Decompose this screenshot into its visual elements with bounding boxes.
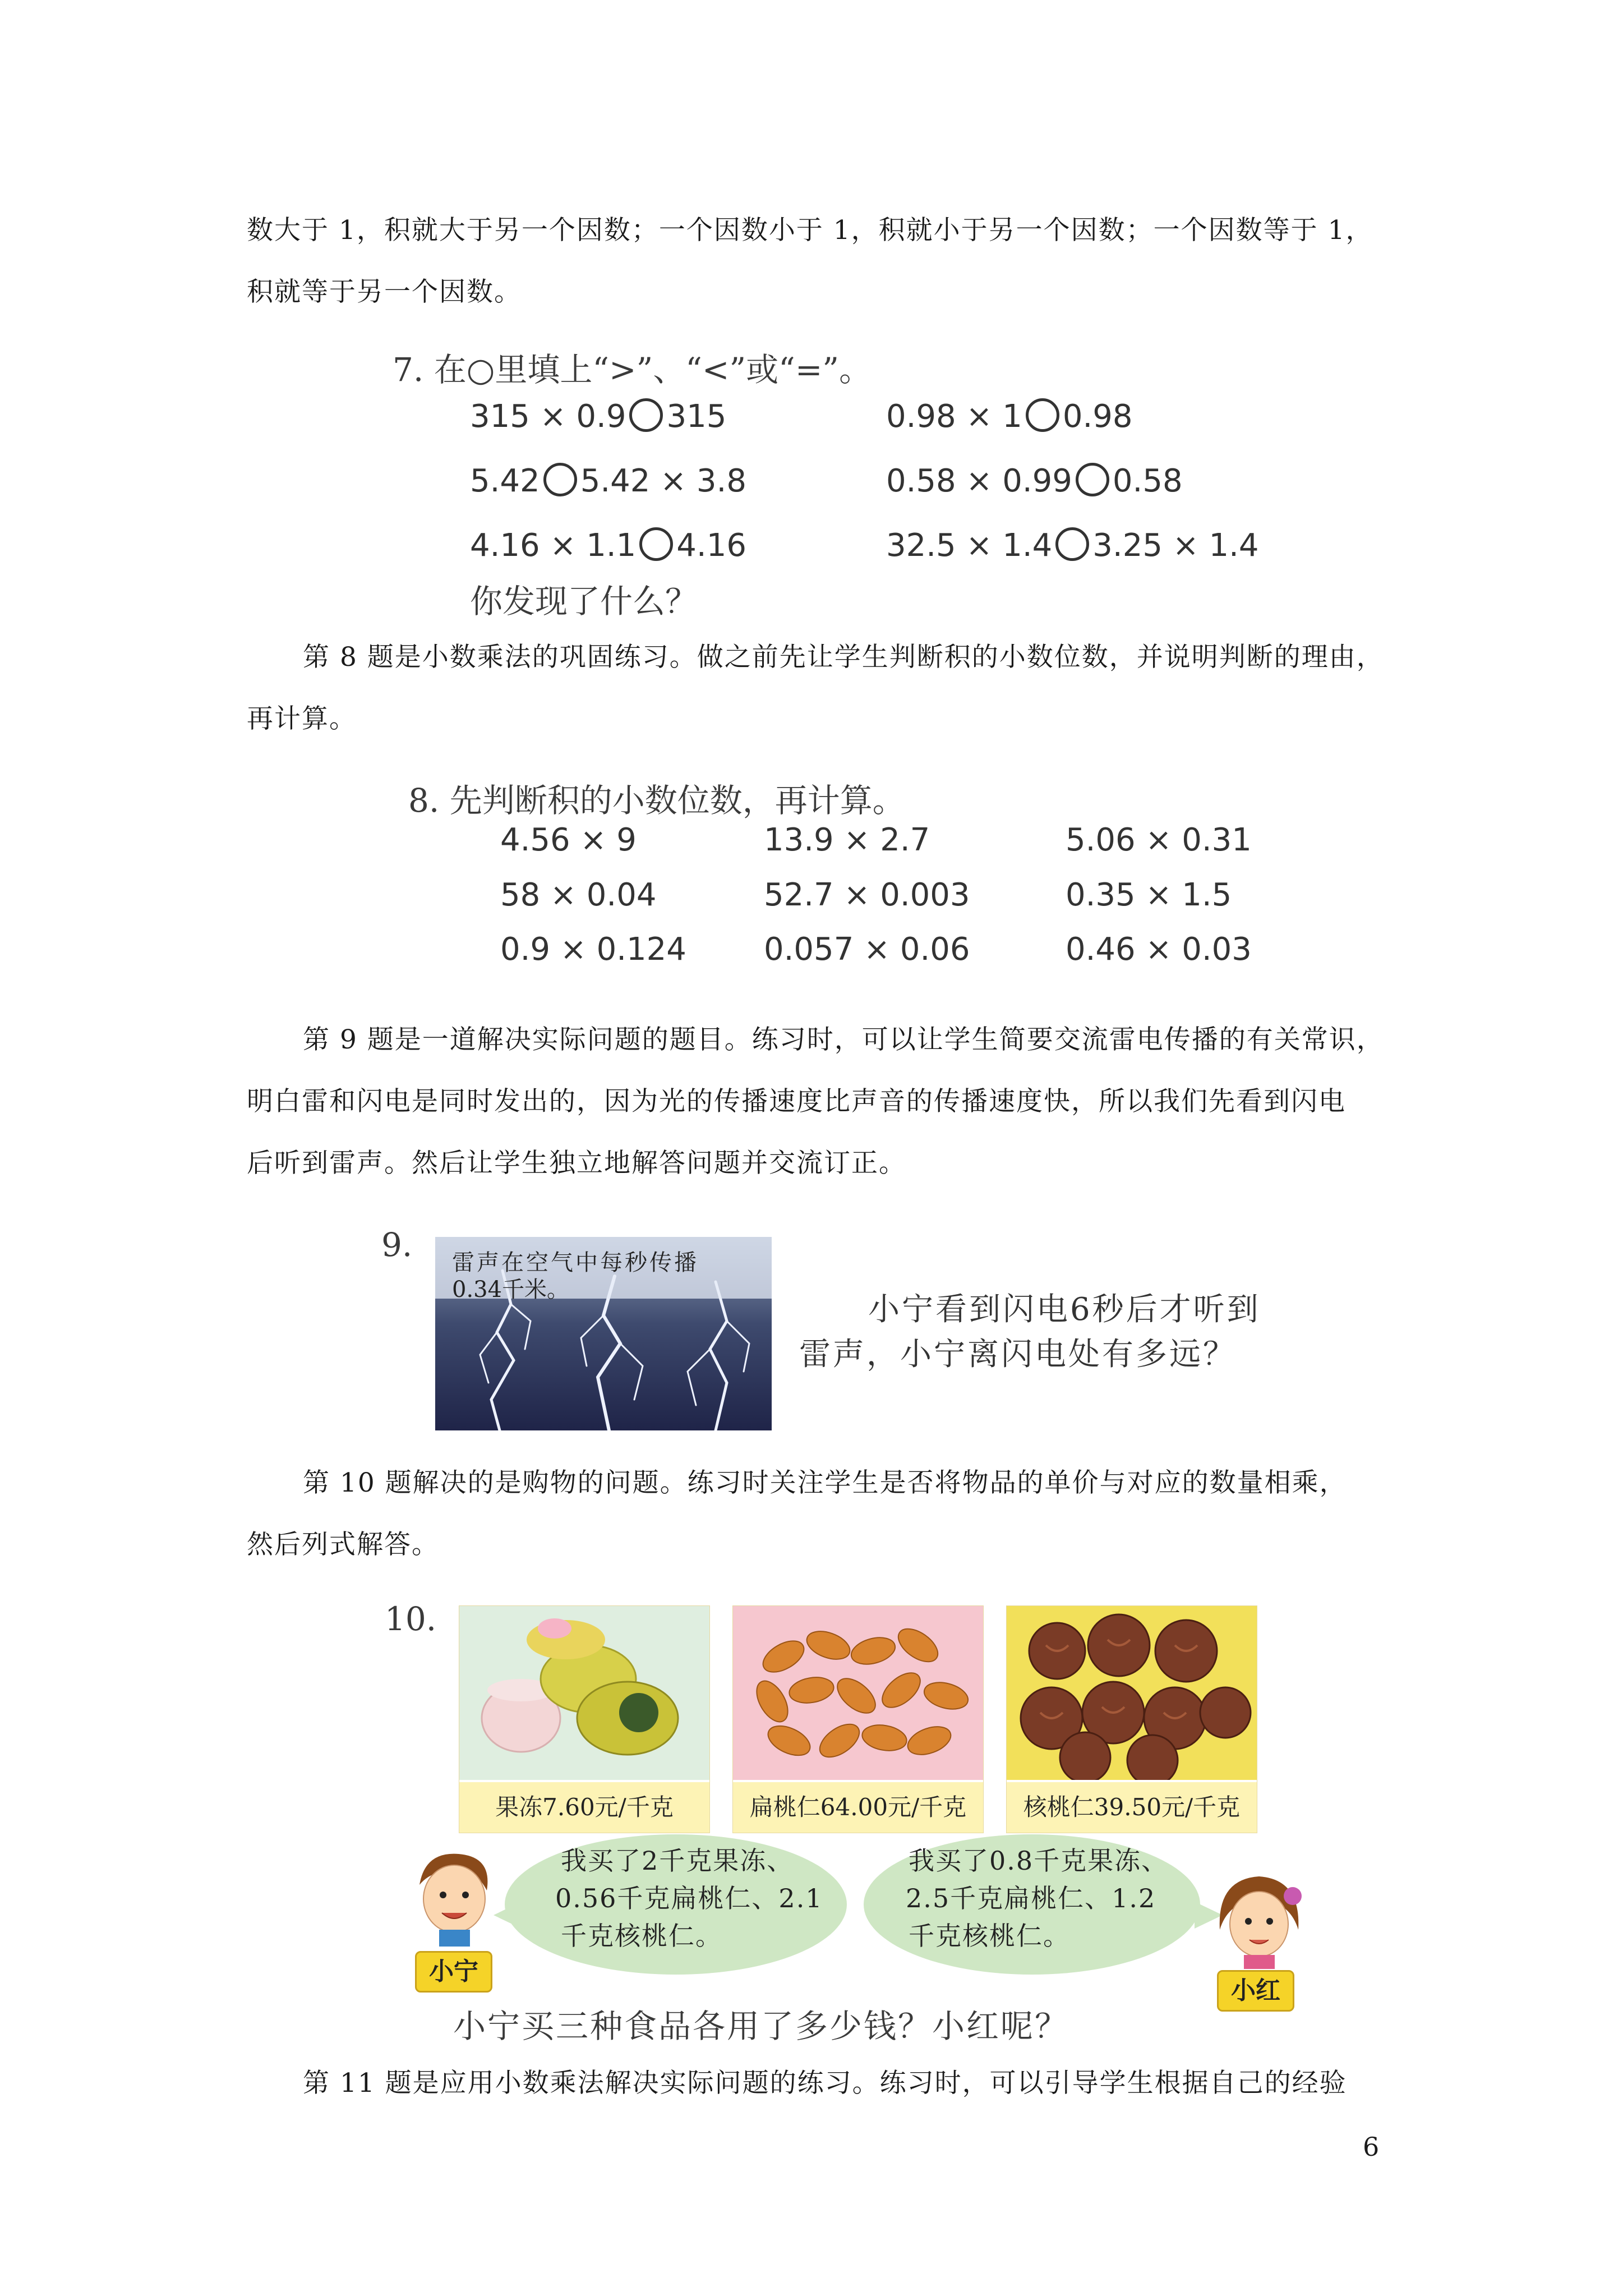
bubble-line: 0.56千克扁桃仁、2.1: [555, 1883, 823, 1913]
ex7-item: 5.42 5.42 × 3.8: [470, 463, 746, 499]
answer-circle-icon[interactable]: [639, 527, 673, 561]
food-price-label: 扁桃仁64.00元/千克: [733, 1782, 983, 1833]
answer-circle-icon[interactable]: [543, 463, 577, 496]
paragraph-line: 第 11 题是应用小数乘法解决实际问题的练习。练习时，可以引导学生根据自己的经验: [303, 2068, 1347, 2099]
speech-bubble-tail-left: [494, 1902, 522, 1929]
walnuts-icon: [1007, 1606, 1257, 1780]
walnuts-image: [1007, 1606, 1257, 1780]
boy-face-icon: [408, 1846, 498, 1947]
ex8-item: 58 × 0.04: [500, 877, 657, 913]
paragraph-line: 积就等于另一个因数。: [247, 277, 522, 307]
answer-circle-icon[interactable]: [629, 398, 663, 432]
ex7-item: 32.5 × 1.4 3.25 × 1.4: [886, 527, 1259, 564]
food-card-jelly: [459, 1605, 710, 1833]
paragraph-line: 第 8 题是小数乘法的巩固练习。做之前先让学生判断积的小数位数，并说明判断的理由，: [303, 642, 1384, 673]
food-card-almonds: [732, 1605, 984, 1833]
jelly-image: [459, 1606, 709, 1780]
ex8-item: 13.9 × 2.7: [764, 822, 930, 858]
exercise-7-title: 7. 在○里填上“>”、“<”或“=”。: [393, 351, 872, 389]
exercise-9-question-line: 小宁看到闪电6秒后才听到: [868, 1291, 1261, 1328]
paragraph-line: 第 10 题解决的是购物的问题。练习时关注学生是否将物品的单价与对应的数量相乘，: [303, 1467, 1347, 1498]
paragraph-line: 数大于 1，积就大于另一个因数；一个因数小于 1，积就小于另一个因数；一个因数等于 1，: [247, 215, 1373, 246]
food-price-label: 果冻7.60元/千克: [459, 1782, 709, 1833]
ex8-item: 0.057 × 0.06: [764, 931, 970, 968]
paragraph-line: 然后列式解答。: [247, 1529, 439, 1560]
jelly-cups-icon: [459, 1606, 709, 1780]
exercise-7-question: 你发现了什么？: [470, 582, 698, 620]
ex7-item: 0.58 × 0.99 0.58: [886, 463, 1183, 499]
exercise-9-question-line: 雷声，小宁离闪电处有多远？: [799, 1336, 1237, 1373]
image-caption-line: 0.34千米。: [452, 1277, 570, 1303]
almonds-image: [733, 1606, 983, 1780]
answer-circle-icon[interactable]: [1055, 527, 1089, 561]
paragraph-line: 明白雷和闪电是同时发出的，因为光的传播速度比声音的传播速度快，所以我们先看到闪电: [247, 1086, 1346, 1117]
food-price-label: 核桃仁39.50元/千克: [1007, 1782, 1257, 1833]
answer-circle-icon[interactable]: [1076, 463, 1109, 496]
ex8-item: 52.7 × 0.003: [764, 877, 970, 913]
lightning-image: [435, 1237, 772, 1430]
bubble-line: 我买了0.8千克果冻、: [909, 1846, 1169, 1876]
ex7-item: 315 × 0.9 315: [470, 398, 727, 435]
bubble-line: 2.5千克扁桃仁、1.2: [906, 1883, 1156, 1913]
bubble-line: 我买了2千克果冻、: [561, 1846, 794, 1876]
exercise-10-number: 10.: [385, 1600, 437, 1638]
bubble-line: 千克核桃仁。: [561, 1921, 722, 1951]
paragraph-line: 第 9 题是一道解决实际问题的题目。练习时，可以让学生简要交流雷电传播的有关常识，: [303, 1024, 1384, 1055]
girl-avatar: [1211, 1868, 1307, 1969]
food-card-walnuts: [1006, 1605, 1257, 1833]
ex8-item: 0.9 × 0.124: [500, 931, 686, 968]
boy-avatar: [408, 1846, 498, 1947]
ex8-item: 0.46 × 0.03: [1066, 931, 1252, 968]
page-number: 6: [1363, 2132, 1380, 2162]
name-tag-right: 小红: [1217, 1970, 1294, 2012]
ex8-item: 5.06 × 0.31: [1066, 822, 1252, 858]
exercise-8-title: 8. 先判断积的小数位数，再计算。: [408, 781, 905, 820]
bubble-line: 千克核桃仁。: [909, 1921, 1070, 1951]
exercise-9-number: 9.: [381, 1226, 413, 1264]
ex8-item: 4.56 × 9: [500, 822, 637, 858]
ex8-item: 0.35 × 1.5: [1066, 877, 1232, 913]
ex7-item: 4.16 × 1.1 4.16: [470, 527, 746, 564]
almonds-icon: [733, 1606, 983, 1780]
paragraph-line: 再计算。: [247, 703, 357, 734]
ex7-item: 0.98 × 1 0.98: [886, 398, 1133, 435]
answer-circle-icon[interactable]: [1026, 398, 1059, 432]
girl-face-icon: [1211, 1868, 1307, 1969]
name-tag-left: 小宁: [415, 1951, 492, 1993]
exercise-10-question: 小宁买三种食品各用了多少钱？小红呢？: [453, 2007, 1069, 2045]
image-caption-line: 雷声在空气中每秒传播: [452, 1250, 699, 1276]
paragraph-line: 后听到雷声。然后让学生独立地解答问题并交流订正。: [247, 1148, 906, 1179]
